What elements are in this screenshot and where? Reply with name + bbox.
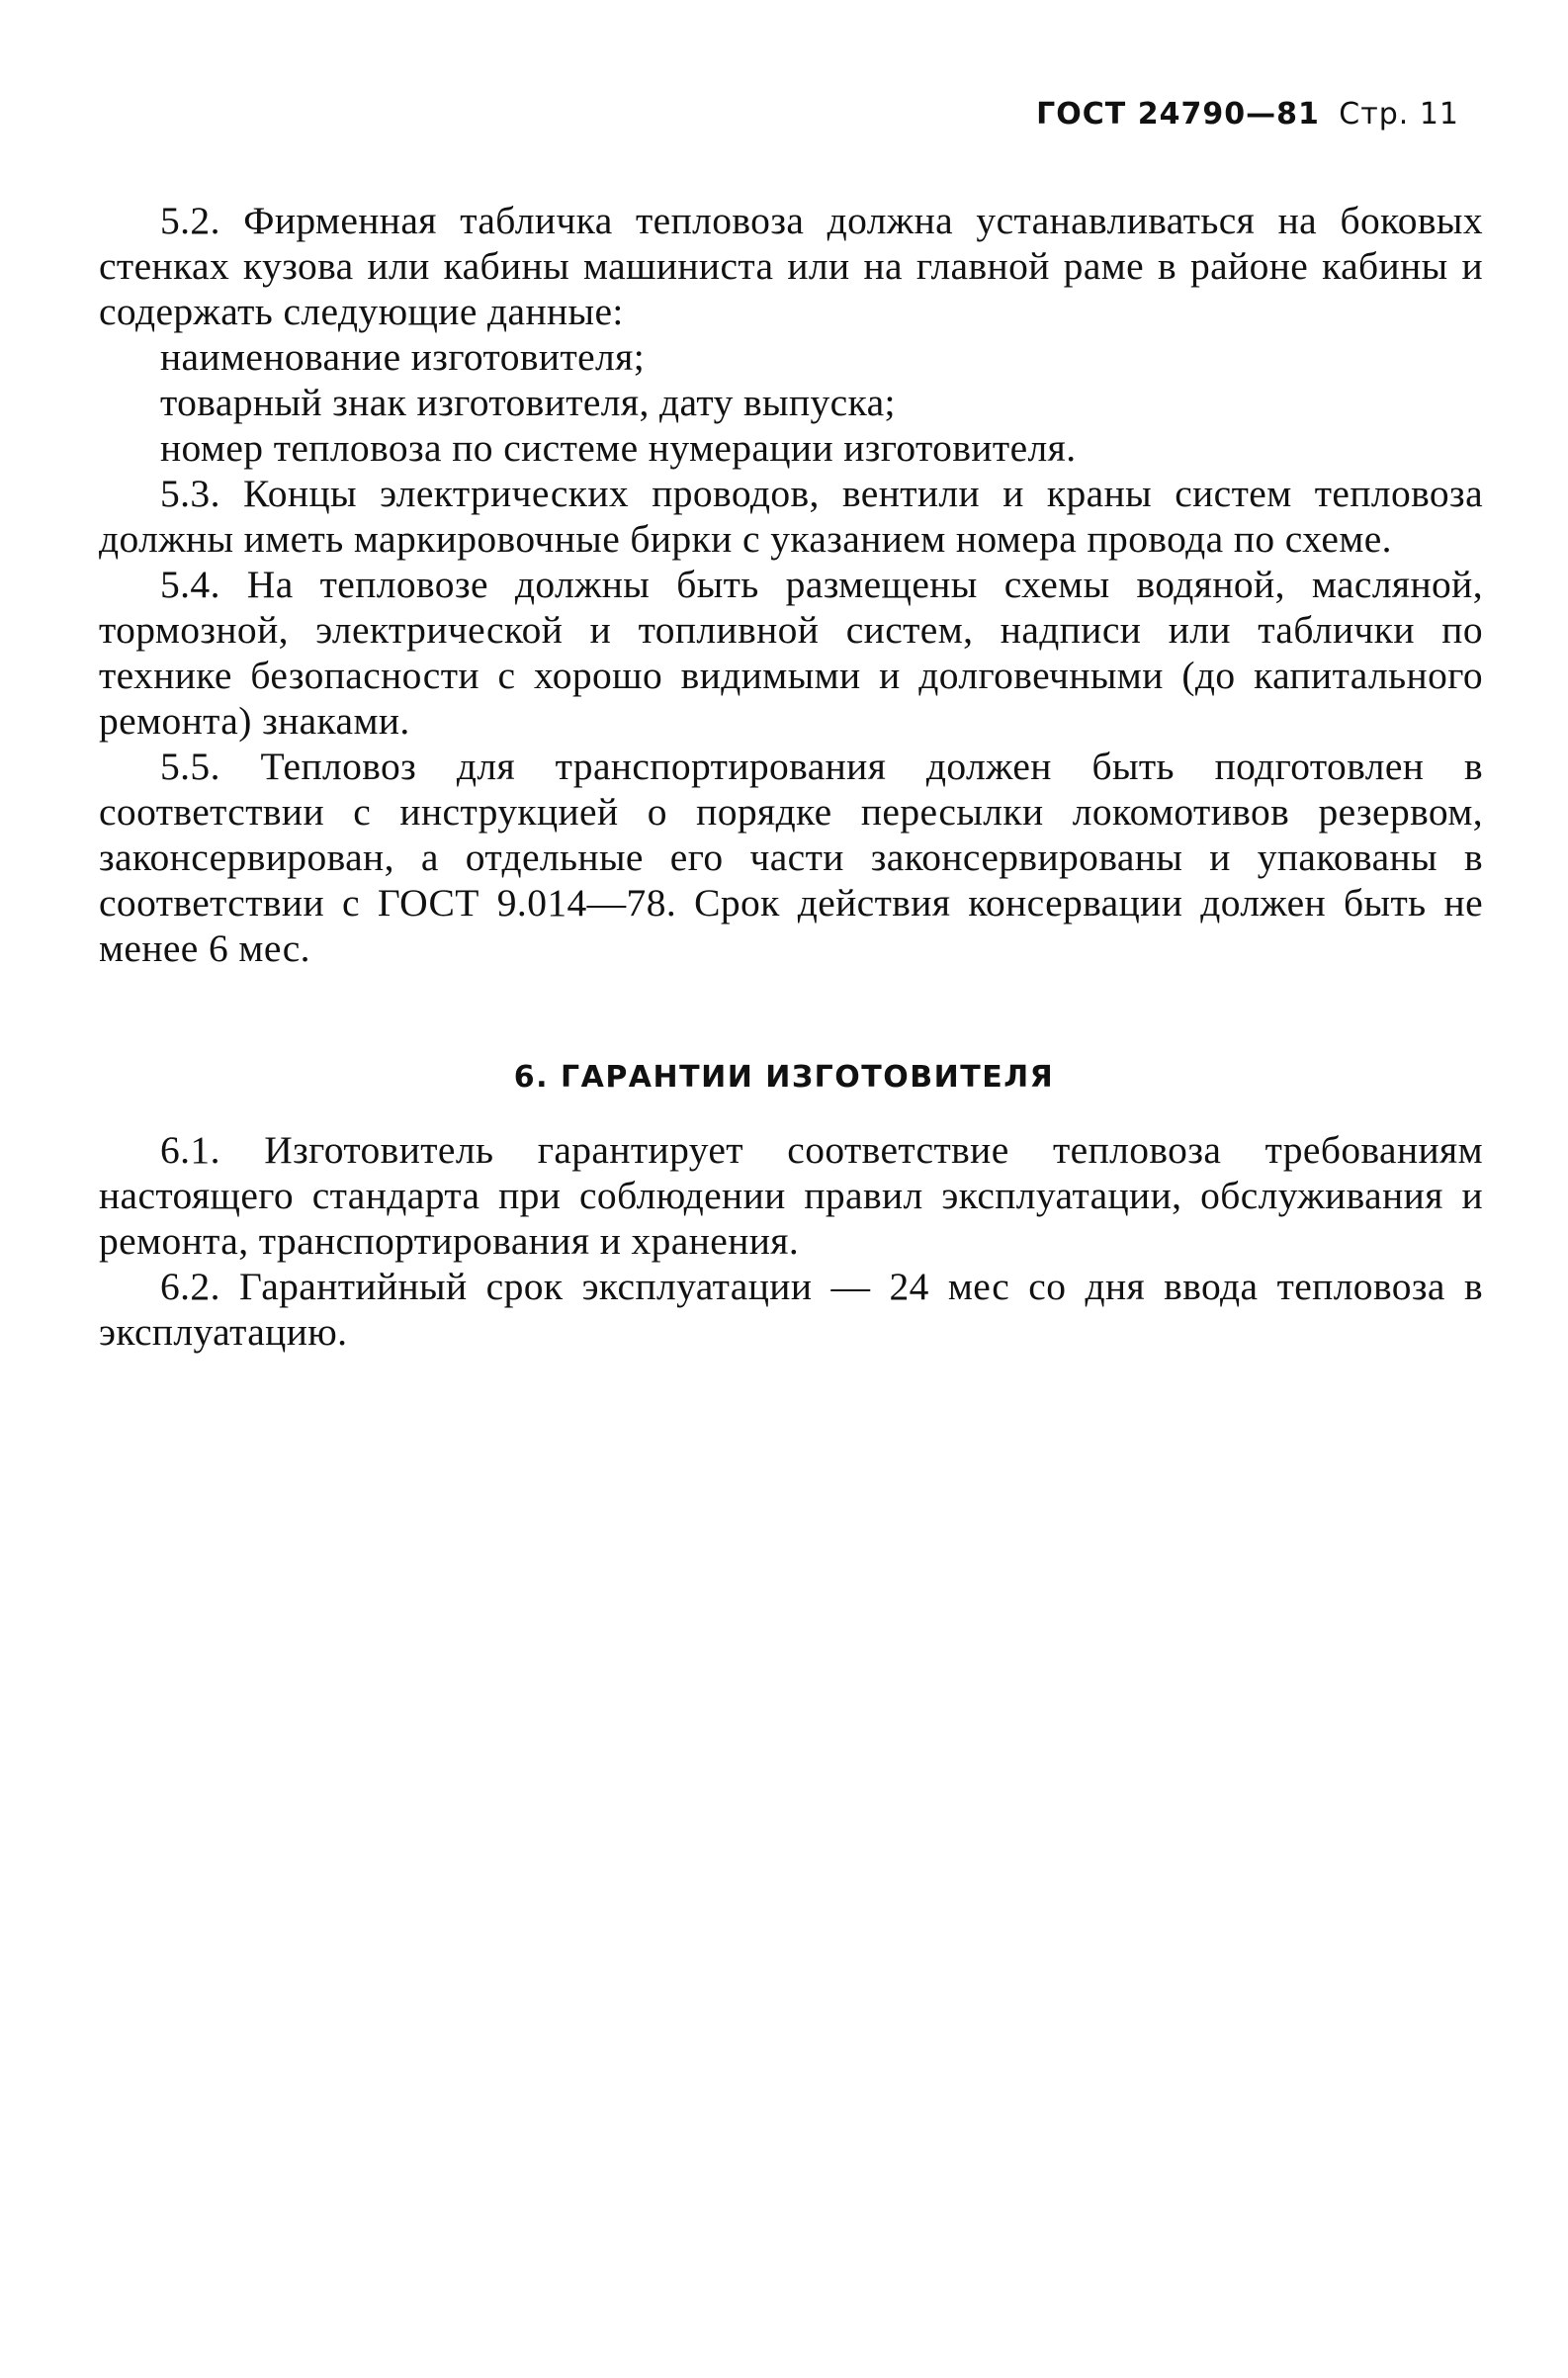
- running-header: [1036, 97, 1459, 132]
- paragraph-5-4: 5.4. На тепловозе должны быть размещены схемы водяной, масляной, тормозной, электрической и топливной систем, надписи или таблички по технике безопасности с хорошо видимыми и долговечными (до капитального ремонта) знаками.: [99, 563, 1483, 743]
- list-item: наименование изготовителя;: [160, 335, 646, 379]
- list-item: номер тепловоза по системе нумерации изготовителя.: [160, 426, 1077, 470]
- paragraph-5-5: 5.5. Тепловоз для транспортирования должен быть подготовлен в соответствии с инструкцией о порядке пересылки локомотивов резервом, законсервирован, а отдельные его части законсервированы и упакованы в соответствии с ГОСТ 9.014—78. Срок действия консервации должен быть не менее 6 мес.: [99, 745, 1483, 970]
- paragraph-6-2: 6.2. Гарантийный срок эксплуатации — 24 мес со дня ввода тепловоза в эксплуатацию.: [99, 1265, 1483, 1354]
- section-5-body: [99, 198, 1483, 971]
- section-6-heading: 6. ГАРАНТИИ ИЗГОТОВИТЕЛЯ: [513, 1060, 1055, 1095]
- paragraph-5-3: 5.3. Концы электрических проводов, вентили и краны систем тепловоза должны иметь маркировочные бирки с указанием номера провода по схеме.: [99, 472, 1483, 561]
- standard-number: ГОСТ 24790—81: [1036, 97, 1320, 132]
- section-6-body: [99, 1127, 1483, 1355]
- paragraph-6-1: 6.1. Изготовитель гарантирует соответствие тепловоза требованиям настоящего стандарта при соблюдении правил эксплуатации, обслуживания и ремонта, транспортирования и хранения.: [99, 1128, 1483, 1263]
- page-number: Стр. 11: [1339, 97, 1459, 132]
- list-item: товарный знак изготовителя, дату выпуска;: [160, 381, 896, 424]
- paragraph-5-2: 5.2. Фирменная табличка тепловоза должна устанавливаться на боковых стенках кузова или кабины машиниста или на главной раме в районе кабины и содержать следующие данные:: [99, 199, 1483, 333]
